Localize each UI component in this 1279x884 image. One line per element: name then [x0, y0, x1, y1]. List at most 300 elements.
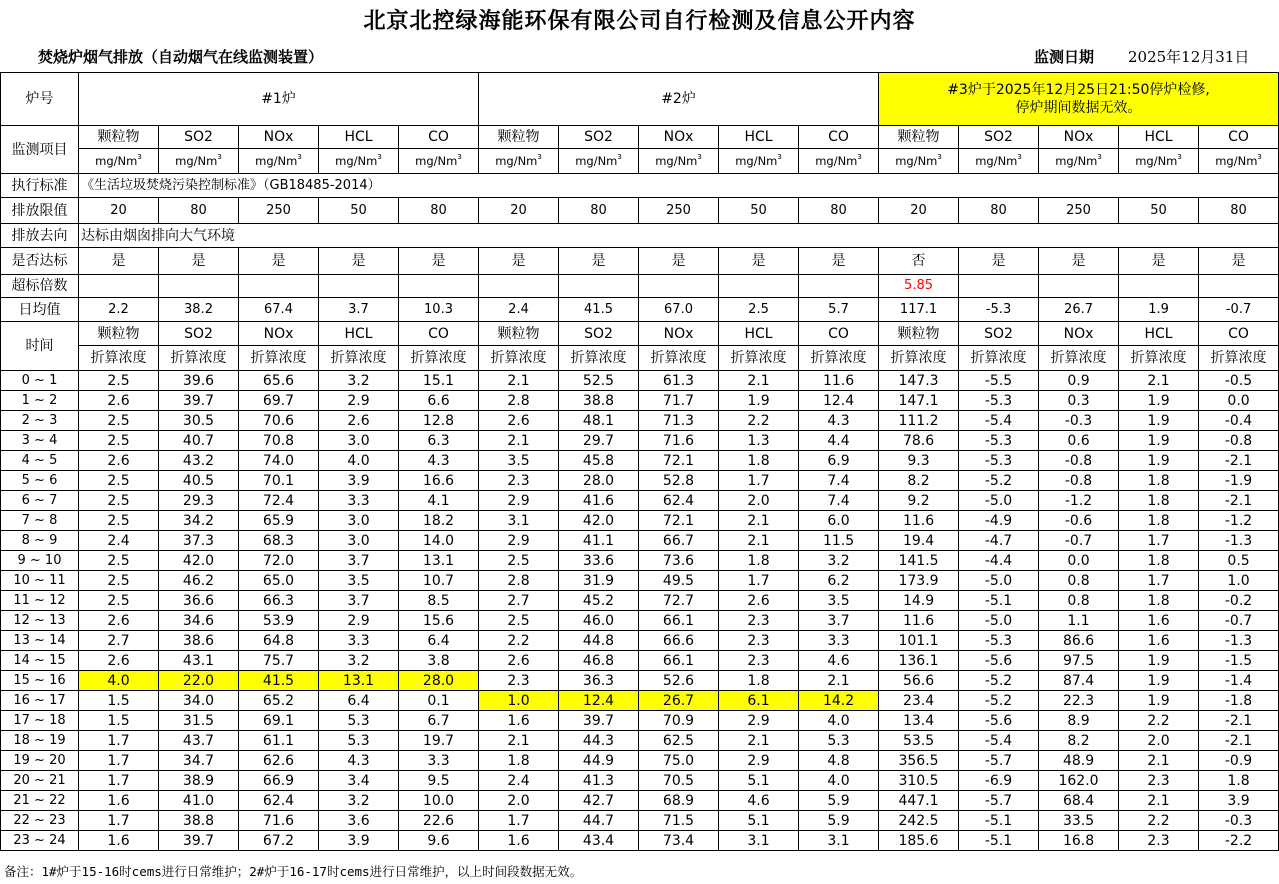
unit-sup: 3	[457, 153, 462, 161]
value-cell: 1.5	[79, 711, 159, 731]
compliance-cell: 否	[879, 248, 959, 275]
limit-cell: 50	[1119, 198, 1199, 224]
direction-value: 达标由烟囱排向大气环境	[79, 224, 1279, 248]
value-cell: 2.9	[719, 751, 799, 771]
average-cell: 2.4	[479, 298, 559, 322]
item-header: SO2	[959, 322, 1039, 346]
item-header: HCL	[719, 126, 799, 149]
value-cell: 73.6	[639, 551, 719, 571]
value-cell: 6.0	[799, 511, 879, 531]
value-cell: 5.3	[799, 731, 879, 751]
item-header: 颗粒物	[479, 322, 559, 346]
furnace3-note-line1: #3炉于2025年12月25日21:50停炉检修,	[947, 82, 1210, 98]
compliance-cell: 是	[1039, 248, 1119, 275]
exceed-cell	[479, 275, 559, 298]
value-cell: 8.2	[1039, 731, 1119, 751]
conc-label-cell: 折算浓度	[1039, 346, 1119, 371]
value-cell: -2.1	[1199, 711, 1279, 731]
item-header: NOx	[1039, 126, 1119, 149]
time-cell: 18 ~ 19	[1, 731, 79, 751]
unit-sup: 3	[537, 153, 542, 161]
value-cell: 2.6	[79, 391, 159, 411]
conc-label-cell: 折算浓度	[879, 346, 959, 371]
value-cell: 6.4	[319, 691, 399, 711]
unit-base: mg/Nm	[495, 154, 538, 168]
item-header: CO	[399, 322, 479, 346]
unit-sup: 3	[1097, 153, 1102, 161]
conc-label-cell: 折算浓度	[239, 346, 319, 371]
time-cell: 23 ~ 24	[1, 831, 79, 851]
value-cell: 2.3	[1119, 831, 1199, 851]
value-cell: 16.8	[1039, 831, 1119, 851]
value-cell: 52.8	[639, 471, 719, 491]
value-cell: 41.6	[559, 491, 639, 511]
value-cell: 1.9	[1119, 651, 1199, 671]
value-cell: 22.6	[399, 811, 479, 831]
value-cell: 0.0	[1039, 551, 1119, 571]
value-cell: 64.8	[239, 631, 319, 651]
value-cell: 3.0	[319, 431, 399, 451]
exceed-cell: 5.85	[879, 275, 959, 298]
value-cell: 69.1	[239, 711, 319, 731]
value-cell: 39.7	[559, 711, 639, 731]
value-cell: 2.5	[79, 551, 159, 571]
value-cell: 2.5	[79, 431, 159, 451]
value-cell: 65.6	[239, 371, 319, 391]
value-cell: 5.3	[319, 711, 399, 731]
value-cell: 4.6	[719, 791, 799, 811]
value-cell: 18.2	[399, 511, 479, 531]
value-cell: -5.6	[959, 711, 1039, 731]
value-cell: 75.0	[639, 751, 719, 771]
average-cell: 67.4	[239, 298, 319, 322]
value-cell: 97.5	[1039, 651, 1119, 671]
value-cell: 3.2	[319, 651, 399, 671]
exceed-cell	[79, 275, 159, 298]
value-cell: 36.6	[159, 591, 239, 611]
value-cell: 4.3	[799, 411, 879, 431]
value-cell: 68.3	[239, 531, 319, 551]
limit-cell: 20	[479, 198, 559, 224]
value-cell: 0.5	[1199, 551, 1279, 571]
value-cell: 101.1	[879, 631, 959, 651]
item-header: NOx	[239, 322, 319, 346]
value-cell: 2.1	[479, 431, 559, 451]
value-cell: 1.9	[1119, 691, 1199, 711]
value-cell: 6.1	[719, 691, 799, 711]
value-cell: -0.8	[1199, 431, 1279, 451]
item-header: 颗粒物	[479, 126, 559, 149]
value-cell: -5.2	[959, 471, 1039, 491]
unit-cell	[319, 149, 399, 174]
value-cell: 2.1	[479, 731, 559, 751]
unit-base: mg/Nm	[735, 154, 778, 168]
value-cell: 3.5	[799, 591, 879, 611]
value-cell: -5.5	[959, 371, 1039, 391]
footnote: 备注：1#炉于15-16时cems进行日常维护；2#炉于16-17时cems进行日常维护，以上时间段数据无效。	[4, 864, 583, 879]
value-cell: 2.1	[1119, 791, 1199, 811]
item-header: NOx	[1039, 322, 1119, 346]
value-cell: 1.8	[719, 671, 799, 691]
unit-sup: 3	[137, 153, 142, 161]
unit-sup: 3	[1257, 153, 1262, 161]
value-cell: 1.8	[479, 751, 559, 771]
value-cell: 6.2	[799, 571, 879, 591]
value-cell: 12.8	[399, 411, 479, 431]
conc-label-cell: 折算浓度	[719, 346, 799, 371]
value-cell: 6.6	[399, 391, 479, 411]
limit-cell: 80	[399, 198, 479, 224]
table-row	[1, 451, 1279, 471]
value-cell: 39.7	[159, 831, 239, 851]
value-cell: 0.1	[399, 691, 479, 711]
value-cell: -2.1	[1199, 491, 1279, 511]
value-cell: 2.1	[1119, 371, 1199, 391]
value-cell: 2.2	[479, 631, 559, 651]
limit-label: 排放限值	[1, 198, 79, 224]
value-cell: 8.2	[879, 471, 959, 491]
table-row	[1, 691, 1279, 711]
value-cell: 1.7	[1119, 571, 1199, 591]
value-cell: 5.1	[719, 811, 799, 831]
value-cell: 2.4	[79, 531, 159, 551]
value-cell: 2.9	[319, 391, 399, 411]
value-cell: 2.9	[319, 611, 399, 631]
value-cell: 46.8	[559, 651, 639, 671]
value-cell: 48.1	[559, 411, 639, 431]
value-cell: 72.7	[639, 591, 719, 611]
value-cell: 7.4	[799, 471, 879, 491]
value-cell: 29.7	[559, 431, 639, 451]
value-cell: -5.7	[959, 791, 1039, 811]
value-cell: 2.3	[1119, 771, 1199, 791]
exceed-cell	[319, 275, 399, 298]
item-header: 颗粒物	[879, 322, 959, 346]
value-cell: 2.6	[79, 451, 159, 471]
value-cell: -5.1	[959, 831, 1039, 851]
value-cell: 41.0	[159, 791, 239, 811]
value-cell: 141.5	[879, 551, 959, 571]
value-cell: 2.7	[479, 591, 559, 611]
value-cell: 9.2	[879, 491, 959, 511]
value-cell: 3.1	[799, 831, 879, 851]
limit-cell: 50	[719, 198, 799, 224]
value-cell: -5.2	[959, 691, 1039, 711]
value-cell: -0.4	[1199, 411, 1279, 431]
unit-cell	[79, 149, 159, 174]
exceed-cell	[639, 275, 719, 298]
value-cell: 39.7	[159, 391, 239, 411]
value-cell: 56.6	[879, 671, 959, 691]
value-cell: 44.9	[559, 751, 639, 771]
value-cell: -1.3	[1199, 631, 1279, 651]
value-cell: 3.3	[319, 491, 399, 511]
value-cell: 43.4	[559, 831, 639, 851]
value-cell: 75.7	[239, 651, 319, 671]
value-cell: 16.6	[399, 471, 479, 491]
compliance-cell: 是	[1199, 248, 1279, 275]
unit-base: mg/Nm	[335, 154, 378, 168]
value-cell: 33.6	[559, 551, 639, 571]
limit-cell: 80	[959, 198, 1039, 224]
value-cell: 62.4	[239, 791, 319, 811]
time-cell: 17 ~ 18	[1, 711, 79, 731]
value-cell: 68.9	[639, 791, 719, 811]
unit-base: mg/Nm	[575, 154, 618, 168]
value-cell: 52.5	[559, 371, 639, 391]
unit-cell	[559, 149, 639, 174]
value-cell: -4.9	[959, 511, 1039, 531]
value-cell: 2.0	[1119, 731, 1199, 751]
value-cell: 2.1	[799, 671, 879, 691]
conc-label-cell: 折算浓度	[559, 346, 639, 371]
unit-cell	[1039, 149, 1119, 174]
value-cell: 71.6	[239, 811, 319, 831]
value-cell: 0.3	[1039, 391, 1119, 411]
value-cell: 1.7	[719, 471, 799, 491]
value-cell: 8.9	[1039, 711, 1119, 731]
page-subtitle: 焚烧炉烟气排放（自动烟气在线监测装置）	[38, 48, 324, 66]
value-cell: 87.4	[1039, 671, 1119, 691]
unit-cell	[399, 149, 479, 174]
value-cell: 28.0	[399, 671, 479, 691]
value-cell: 0.9	[1039, 371, 1119, 391]
value-cell: 1.6	[479, 711, 559, 731]
value-cell: 3.6	[319, 811, 399, 831]
compliance-cell: 是	[479, 248, 559, 275]
furnace3-header	[879, 73, 1279, 126]
value-cell: 2.6	[719, 591, 799, 611]
value-cell: -1.2	[1039, 491, 1119, 511]
value-cell: 162.0	[1039, 771, 1119, 791]
value-cell: 13.1	[399, 551, 479, 571]
unit-cell	[1199, 149, 1279, 174]
value-cell: 68.4	[1039, 791, 1119, 811]
item-header: NOx	[239, 126, 319, 149]
value-cell: 2.3	[719, 631, 799, 651]
limit-cell: 80	[799, 198, 879, 224]
item-header: HCL	[319, 322, 399, 346]
exceed-cell	[1119, 275, 1199, 298]
value-cell: 136.1	[879, 651, 959, 671]
unit-cell	[879, 149, 959, 174]
value-cell: 1.6	[479, 831, 559, 851]
value-cell: 72.0	[239, 551, 319, 571]
item-header: 颗粒物	[79, 322, 159, 346]
exceed-cell	[959, 275, 1039, 298]
table-row	[1, 751, 1279, 771]
item-header: CO	[1199, 126, 1279, 149]
item-header: HCL	[1119, 322, 1199, 346]
value-cell: 40.7	[159, 431, 239, 451]
value-cell: -0.9	[1199, 751, 1279, 771]
item-header: NOx	[639, 126, 719, 149]
value-cell: 49.5	[639, 571, 719, 591]
value-cell: 2.9	[719, 711, 799, 731]
value-cell: 1.7	[79, 771, 159, 791]
unit-sup: 3	[377, 153, 382, 161]
furnace-label: 炉号	[1, 73, 79, 126]
value-cell: 1.1	[1039, 611, 1119, 631]
average-cell: 2.2	[79, 298, 159, 322]
value-cell: 38.6	[159, 631, 239, 651]
limit-cell: 250	[639, 198, 719, 224]
value-cell: -4.4	[959, 551, 1039, 571]
table-row	[1, 811, 1279, 831]
exceed-row	[1, 275, 1279, 298]
value-cell: 61.1	[239, 731, 319, 751]
conc-label-cell: 折算浓度	[159, 346, 239, 371]
value-cell: -6.9	[959, 771, 1039, 791]
item-header: SO2	[959, 126, 1039, 149]
value-cell: 71.3	[639, 411, 719, 431]
value-cell: 5.1	[719, 771, 799, 791]
table-row	[1, 671, 1279, 691]
value-cell: 356.5	[879, 751, 959, 771]
time-cell: 19 ~ 20	[1, 751, 79, 771]
compliance-row	[1, 248, 1279, 275]
value-cell: 22.0	[159, 671, 239, 691]
value-cell: 41.5	[239, 671, 319, 691]
time-cell: 5 ~ 6	[1, 471, 79, 491]
time-cell: 0 ~ 1	[1, 371, 79, 391]
limit-cell: 80	[159, 198, 239, 224]
time-cell: 7 ~ 8	[1, 511, 79, 531]
value-cell: 1.6	[1119, 611, 1199, 631]
value-cell: 2.5	[79, 491, 159, 511]
value-cell: 3.1	[719, 831, 799, 851]
value-cell: 2.1	[719, 531, 799, 551]
average-row	[1, 298, 1279, 322]
value-cell: 1.8	[1119, 471, 1199, 491]
time-cell: 16 ~ 17	[1, 691, 79, 711]
table-row	[1, 391, 1279, 411]
value-cell: -5.1	[959, 811, 1039, 831]
time-cell: 6 ~ 7	[1, 491, 79, 511]
value-cell: 78.6	[879, 431, 959, 451]
unit-sup: 3	[1177, 153, 1182, 161]
value-cell: -0.2	[1199, 591, 1279, 611]
item-header: SO2	[559, 322, 639, 346]
value-cell: -5.3	[959, 431, 1039, 451]
value-cell: -5.3	[959, 451, 1039, 471]
value-cell: -5.2	[959, 671, 1039, 691]
value-cell: 26.7	[639, 691, 719, 711]
value-cell: -0.5	[1199, 371, 1279, 391]
conc-row	[1, 346, 1279, 371]
value-cell: 62.4	[639, 491, 719, 511]
table-row	[1, 511, 1279, 531]
value-cell: 14.2	[799, 691, 879, 711]
item-header: SO2	[159, 322, 239, 346]
value-cell: 36.3	[559, 671, 639, 691]
value-cell: 1.7	[79, 751, 159, 771]
value-cell: 111.2	[879, 411, 959, 431]
value-cell: 46.0	[559, 611, 639, 631]
value-cell: 4.0	[79, 671, 159, 691]
table-row	[1, 711, 1279, 731]
compliance-cell: 是	[1119, 248, 1199, 275]
value-cell: 43.7	[159, 731, 239, 751]
unit-sup: 3	[777, 153, 782, 161]
value-cell: 3.7	[319, 551, 399, 571]
exceed-cell	[399, 275, 479, 298]
conc-label-cell: 折算浓度	[319, 346, 399, 371]
value-cell: 5.3	[319, 731, 399, 751]
value-cell: 11.6	[799, 371, 879, 391]
value-cell: 13.4	[879, 711, 959, 731]
table-row	[1, 831, 1279, 851]
value-cell: -1.9	[1199, 471, 1279, 491]
value-cell: 66.9	[239, 771, 319, 791]
value-cell: 1.6	[79, 831, 159, 851]
value-cell: 38.8	[159, 811, 239, 831]
value-cell: 3.7	[319, 591, 399, 611]
value-cell: 14.9	[879, 591, 959, 611]
unit-sup: 3	[1017, 153, 1022, 161]
value-cell: -4.7	[959, 531, 1039, 551]
value-cell: -0.7	[1039, 531, 1119, 551]
date-value: 2025年12月31日	[1128, 48, 1250, 66]
item-header: SO2	[159, 126, 239, 149]
value-cell: 2.5	[79, 411, 159, 431]
compliance-cell: 是	[559, 248, 639, 275]
value-cell: 1.0	[479, 691, 559, 711]
standard-value: 《生活垃圾焚烧污染控制标准》（GB18485-2014）	[79, 174, 1279, 198]
value-cell: 5.9	[799, 811, 879, 831]
furnace-header-row	[1, 73, 1279, 126]
value-cell: -2.1	[1199, 731, 1279, 751]
value-cell: 29.3	[159, 491, 239, 511]
value-cell: 2.5	[79, 511, 159, 531]
conc-label-cell: 折算浓度	[1199, 346, 1279, 371]
item-header: 颗粒物	[79, 126, 159, 149]
value-cell: 40.5	[159, 471, 239, 491]
exceed-cell	[719, 275, 799, 298]
table-row	[1, 431, 1279, 451]
compliance-cell: 是	[239, 248, 319, 275]
average-cell: -0.7	[1199, 298, 1279, 322]
time-cell: 4 ~ 5	[1, 451, 79, 471]
exceed-cell	[559, 275, 639, 298]
table-row	[1, 591, 1279, 611]
value-cell: 3.9	[319, 471, 399, 491]
table-row	[1, 731, 1279, 751]
value-cell: 66.3	[239, 591, 319, 611]
average-cell: 5.7	[799, 298, 879, 322]
table-row	[1, 471, 1279, 491]
time-cell: 21 ~ 22	[1, 791, 79, 811]
average-label: 日均值	[1, 298, 79, 322]
unit-base: mg/Nm	[255, 154, 298, 168]
value-cell: 52.6	[639, 671, 719, 691]
value-cell: 1.8	[1199, 771, 1279, 791]
value-cell: 69.7	[239, 391, 319, 411]
unit-sup: 3	[217, 153, 222, 161]
direction-label: 排放去向	[1, 224, 79, 248]
value-cell: 74.0	[239, 451, 319, 471]
table-row	[1, 531, 1279, 551]
value-cell: 9.6	[399, 831, 479, 851]
value-cell: -5.0	[959, 491, 1039, 511]
value-cell: 2.3	[479, 671, 559, 691]
average-cell: 1.9	[1119, 298, 1199, 322]
time-cell: 10 ~ 11	[1, 571, 79, 591]
value-cell: 3.2	[319, 371, 399, 391]
value-cell: 72.1	[639, 451, 719, 471]
data-item-row	[1, 322, 1279, 346]
unit-cell	[239, 149, 319, 174]
